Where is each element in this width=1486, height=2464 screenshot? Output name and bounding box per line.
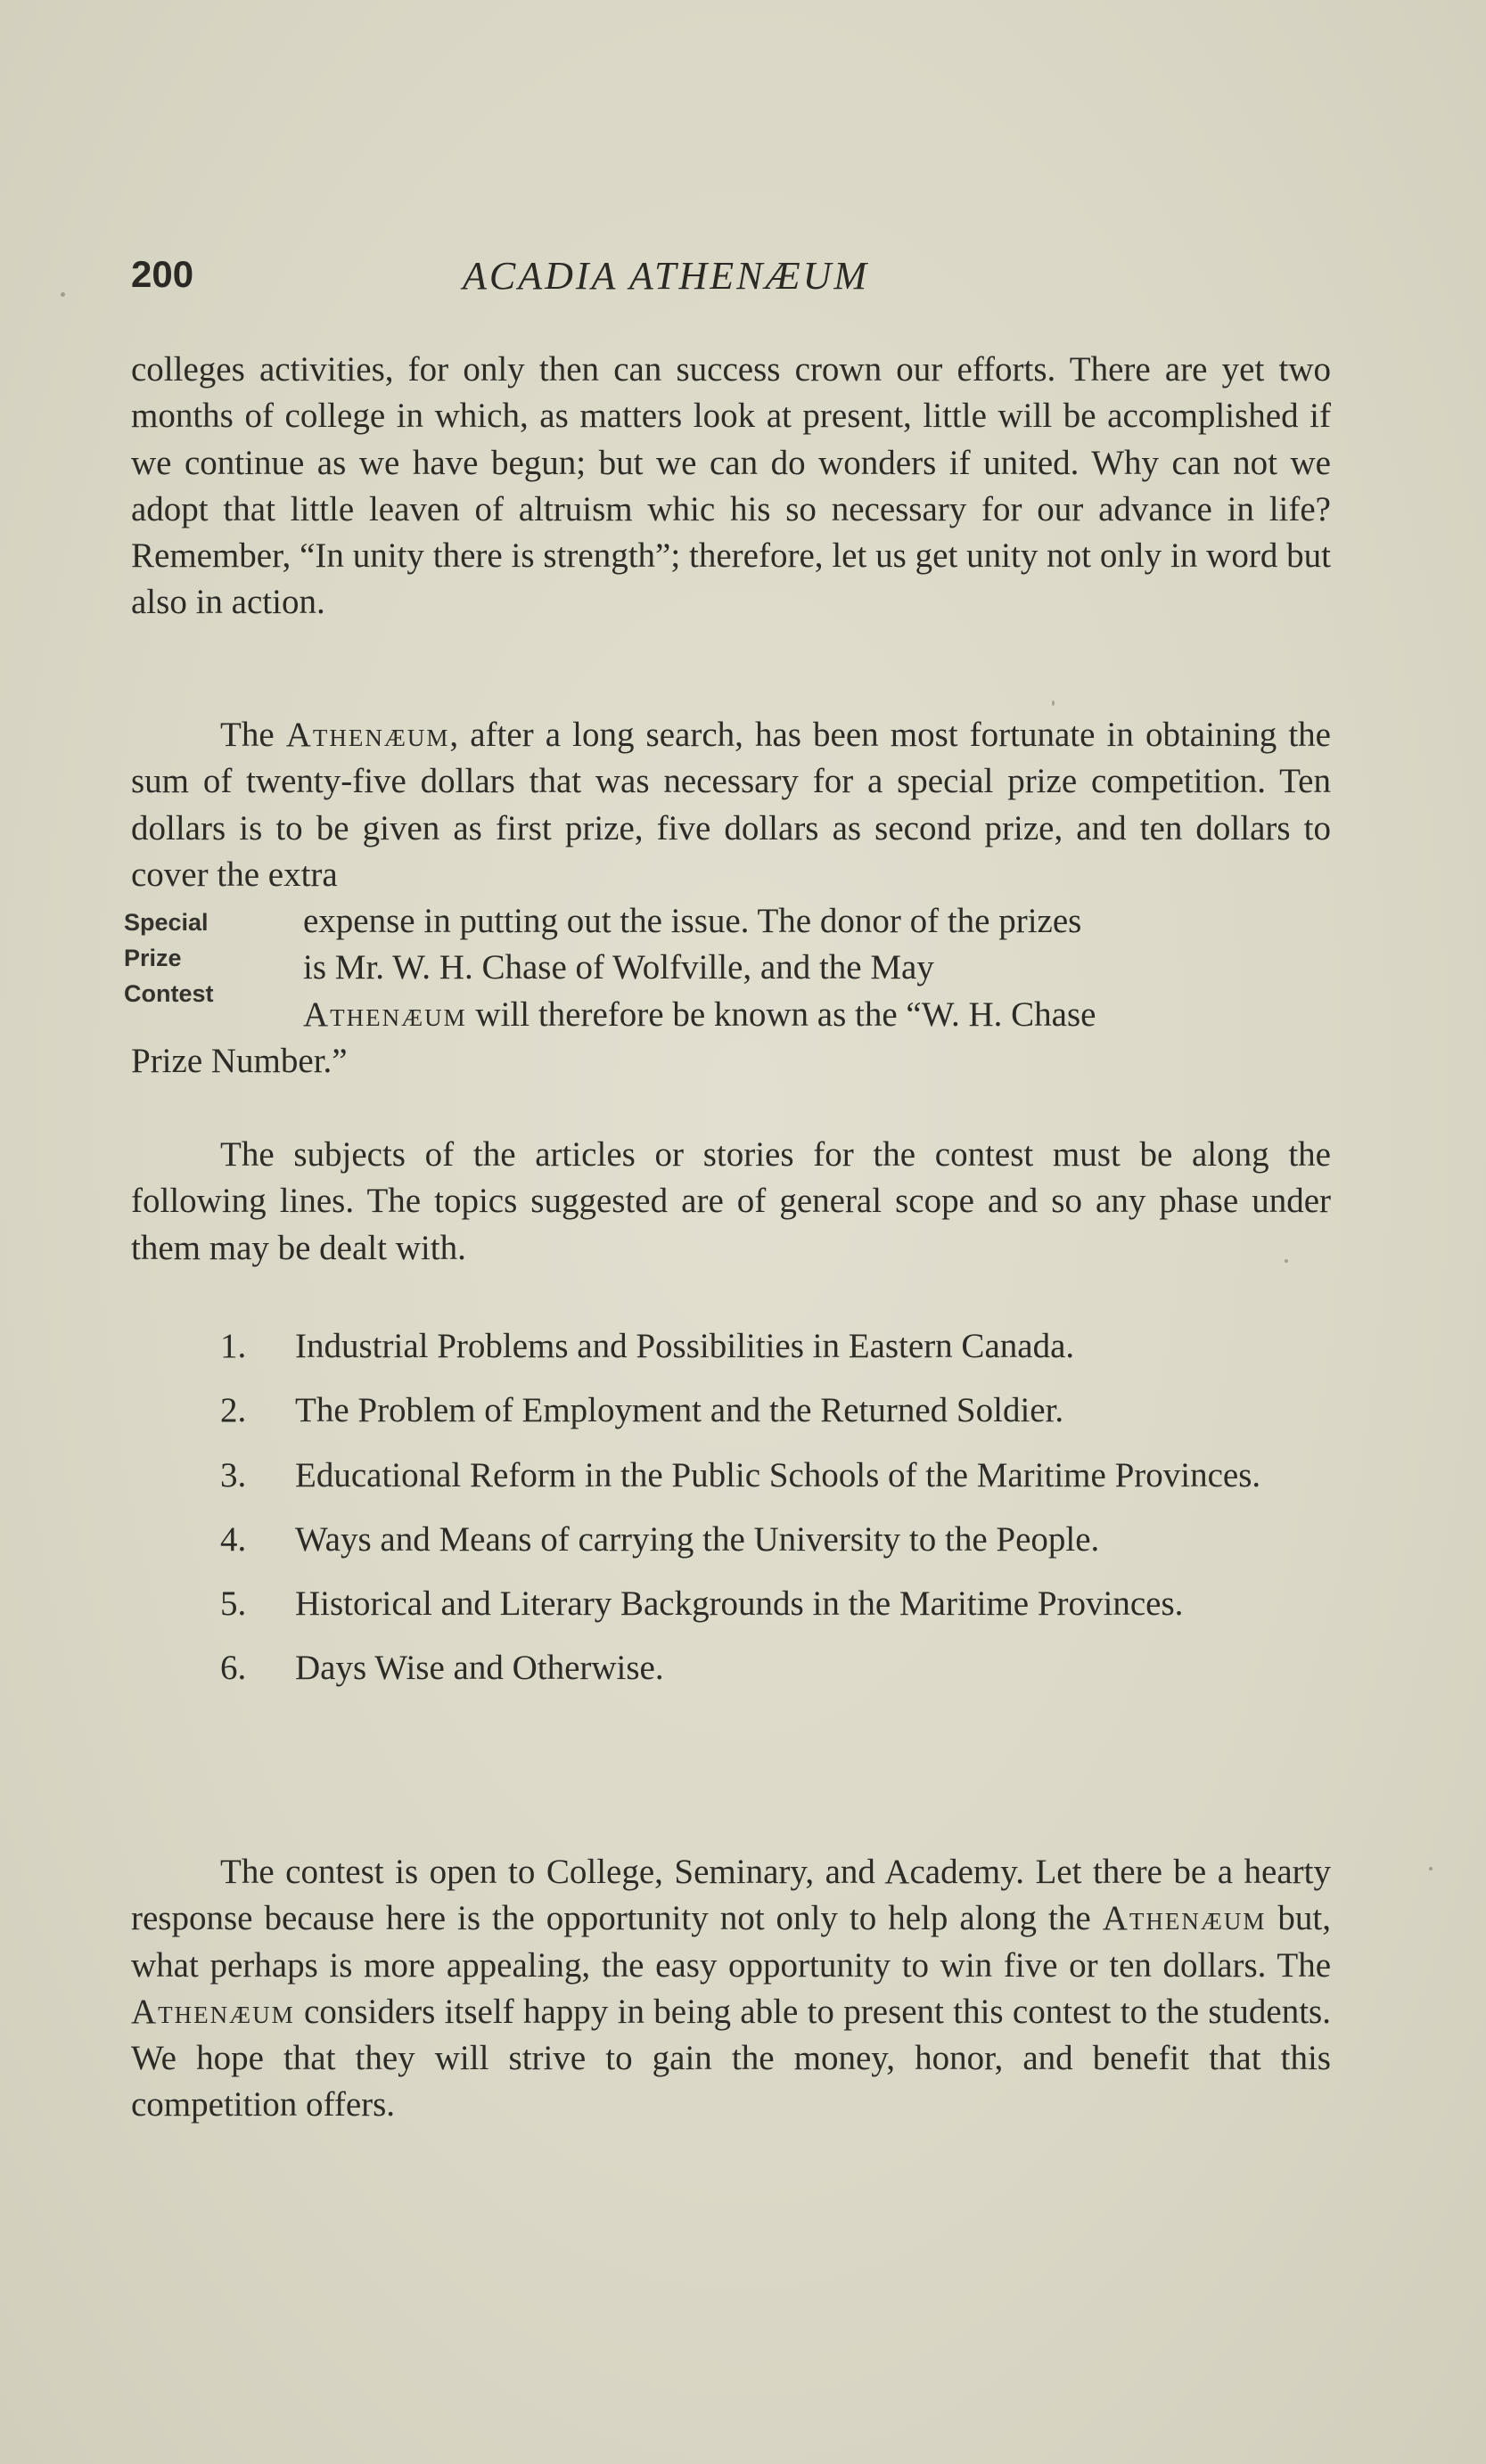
text-run: considers itself happy in being able to present this contest to the students. We hope that they will strive to gain the money, honor, and benefit that this competition offers. <box>131 1992 1331 2124</box>
topics-list <box>131 1323 1331 1710</box>
list-number: 6. <box>220 1649 247 1688</box>
paragraph-text: The subjects of the articles or stories for the contest must be along the following lines. The topics suggested are of general scope and so any phase under them may be dealt with. <box>131 1135 1331 1267</box>
paragraph-hang-line: expense in putting out the issue. The donor of the prizes <box>303 902 1082 941</box>
paragraph-hang-line <box>303 992 1331 1038</box>
list-item <box>131 1323 1331 1370</box>
paragraph-subjects <box>131 1132 1331 1272</box>
margin-note-line: Prize <box>124 945 182 971</box>
list-item <box>131 1581 1331 1627</box>
list-item <box>131 1645 1331 1691</box>
list-number: 4. <box>220 1519 247 1559</box>
text-run: but, what perhaps is more appealing, the easy opportunity to win five or ten dollars. The <box>131 1899 1331 1985</box>
paragraph-prize-announcement <box>131 712 1331 1085</box>
athenaeum-name: Athenæum <box>285 716 450 754</box>
list-text: Historical and Literary Backgrounds in the Maritime Provinces. <box>295 1584 1184 1624</box>
paper-speck <box>1285 1259 1288 1263</box>
athenaeum-name: Athenæum <box>303 995 467 1034</box>
text-run: will therefore be known as the “W. H. Chase <box>466 995 1096 1034</box>
athenaeum-name: Athenæum <box>131 1992 295 2031</box>
running-head: ACADIA ATHENÆUM <box>463 254 870 298</box>
athenaeum-name: Athenæum <box>1102 1899 1267 1938</box>
paper-speck <box>61 292 65 297</box>
page-number: 200 <box>131 253 194 295</box>
text-run: The <box>220 716 286 754</box>
list-item <box>131 1517 1331 1563</box>
margin-note <box>124 905 214 1011</box>
margin-note-line: Special <box>124 909 209 936</box>
list-text: Ways and Means of carrying the University to the People. <box>295 1519 1100 1559</box>
list-item <box>131 1388 1331 1434</box>
text-run: , after a long search, has been most fortunate in obtaining the sum of twenty-five dollars that was necessary for a special prize competition. Ten dollars is to be given as first prize, five dollars as second prize, and ten dollars to cover the extra <box>131 716 1331 894</box>
list-text: The Problem of Employment and the Returned Soldier. <box>295 1391 1064 1430</box>
list-text: Days Wise and Otherwise. <box>295 1649 664 1688</box>
list-item <box>131 1453 1331 1499</box>
paragraph-text <box>131 712 1331 898</box>
list-number: 2. <box>220 1391 247 1430</box>
list-number: 5. <box>220 1584 247 1624</box>
paragraph-last-line: Prize Number.” <box>131 1042 348 1081</box>
paragraph-contest-open <box>131 1849 1331 2129</box>
paragraph-text: colleges activities, for only then can success crown our efforts. There are yet two months of college in which, as matters look at present, little will be accomplished if we continue as we have begun; but we can do wonders if united. Why can not we adopt that little leaven of altruism whic his so necessary for our advance in life? Remember, “In unity there is strength”; therefore, let us get unity not only in word but also in action. <box>131 350 1331 622</box>
list-text: Industrial Problems and Possibilities in Eastern Canada. <box>295 1327 1075 1365</box>
paper-speck <box>1052 700 1055 706</box>
paragraph-text <box>131 1849 1331 2129</box>
paragraph-continuation <box>131 347 1331 626</box>
page-header <box>131 253 1331 307</box>
list-text: Educational Reform in the Public Schools of the Maritime Provinces. <box>295 1455 1261 1494</box>
paper-speck <box>1429 1867 1433 1871</box>
list-number: 3. <box>220 1455 247 1494</box>
text-run: The contest is open to College, Seminary, and Academy. Let there be a hearty response because here is the opportunity not only to help along the <box>131 1853 1331 1938</box>
list-number: 1. <box>220 1327 247 1365</box>
margin-note-line: Contest <box>124 980 214 1007</box>
paragraph-hang-line: is Mr. W. H. Chase of Wolfville, and the May <box>303 948 934 987</box>
